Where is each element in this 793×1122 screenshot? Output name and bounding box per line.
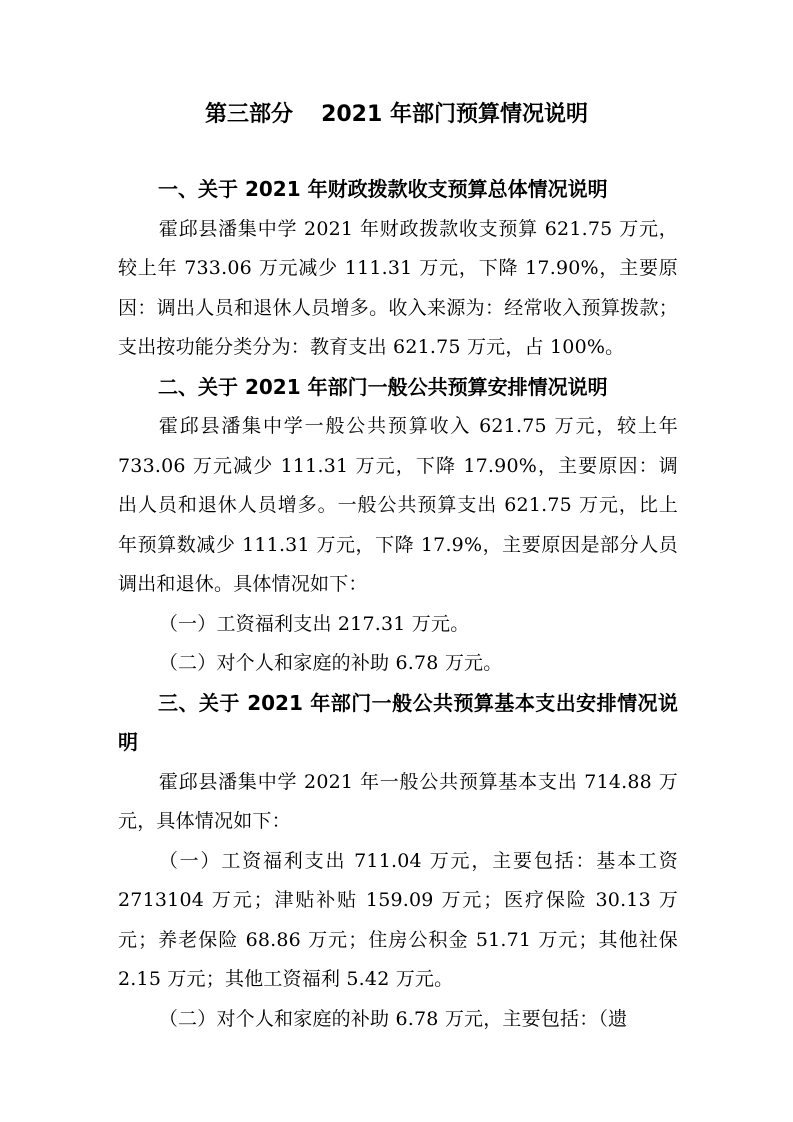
section-2-paragraph: 霍邱县潘集中学一般公共预算收入 621.75 万元，较上年 733.06 万元减少 111.31 万元，下降 17.90%，主要原因：调出人员和退休人员增多。一般公共预算支出 621.75 万元，比上年预算数减少 111.31 万元，下降 17.9%，主要原因是部分人员调出和退休。具体情况如下： (118, 415, 678, 595)
section-1-paragraph: 霍邱县潘集中学 2021 年财政拨款收支预算 621.75 万元，较上年 733.06 万元减少 111.31 万元，下降 17.90%，主要原因：调出人员和退休人员增多。收入来源为：经常收入预算拨款；支出按功能分类分为：教育支出 621.75 万元，占 100%。 (118, 217, 678, 358)
section-3-item-1: （一）工资福利支出 711.04 万元，主要包括：基本工资 2713104 万元；津贴补贴 159.09 万元；医疗保险 30.13 万元；养老保险 68.86 万元；住房公积金 51.71 万元；其他社保 2.15 万元；其他工资福利 5.42 万元。 (118, 849, 678, 990)
section-1-heading: 一、关于 2021 年财政拨款收支预算总体情况说明 (158, 177, 608, 201)
document-body (118, 170, 678, 1039)
section-2-heading: 二、关于 2021 年部门一般公共预算安排情况说明 (158, 374, 608, 399)
section-3-paragraph: 霍邱县潘集中学 2021 年一般公共预算基本支出 714.88 万元，具体情况如下： (118, 770, 678, 832)
section-2-item-2: （二）对个人和家庭的补助 6.78 万元。 (158, 652, 503, 674)
section-3-item-2: （二）对个人和家庭的补助 6.78 万元，主要包括：（遗 (158, 1007, 628, 1030)
section-2-item-1: （一）工资福利支出 217.31 万元。 (158, 612, 470, 635)
title-part-label: 第三部分 (205, 102, 294, 127)
title-text: 2021 年部门预算情况说明 (321, 102, 588, 127)
section-3-heading: 三、关于 2021 年部门一般公共预算基本支出安排情况说明 (118, 690, 678, 754)
page-title (0, 100, 793, 130)
